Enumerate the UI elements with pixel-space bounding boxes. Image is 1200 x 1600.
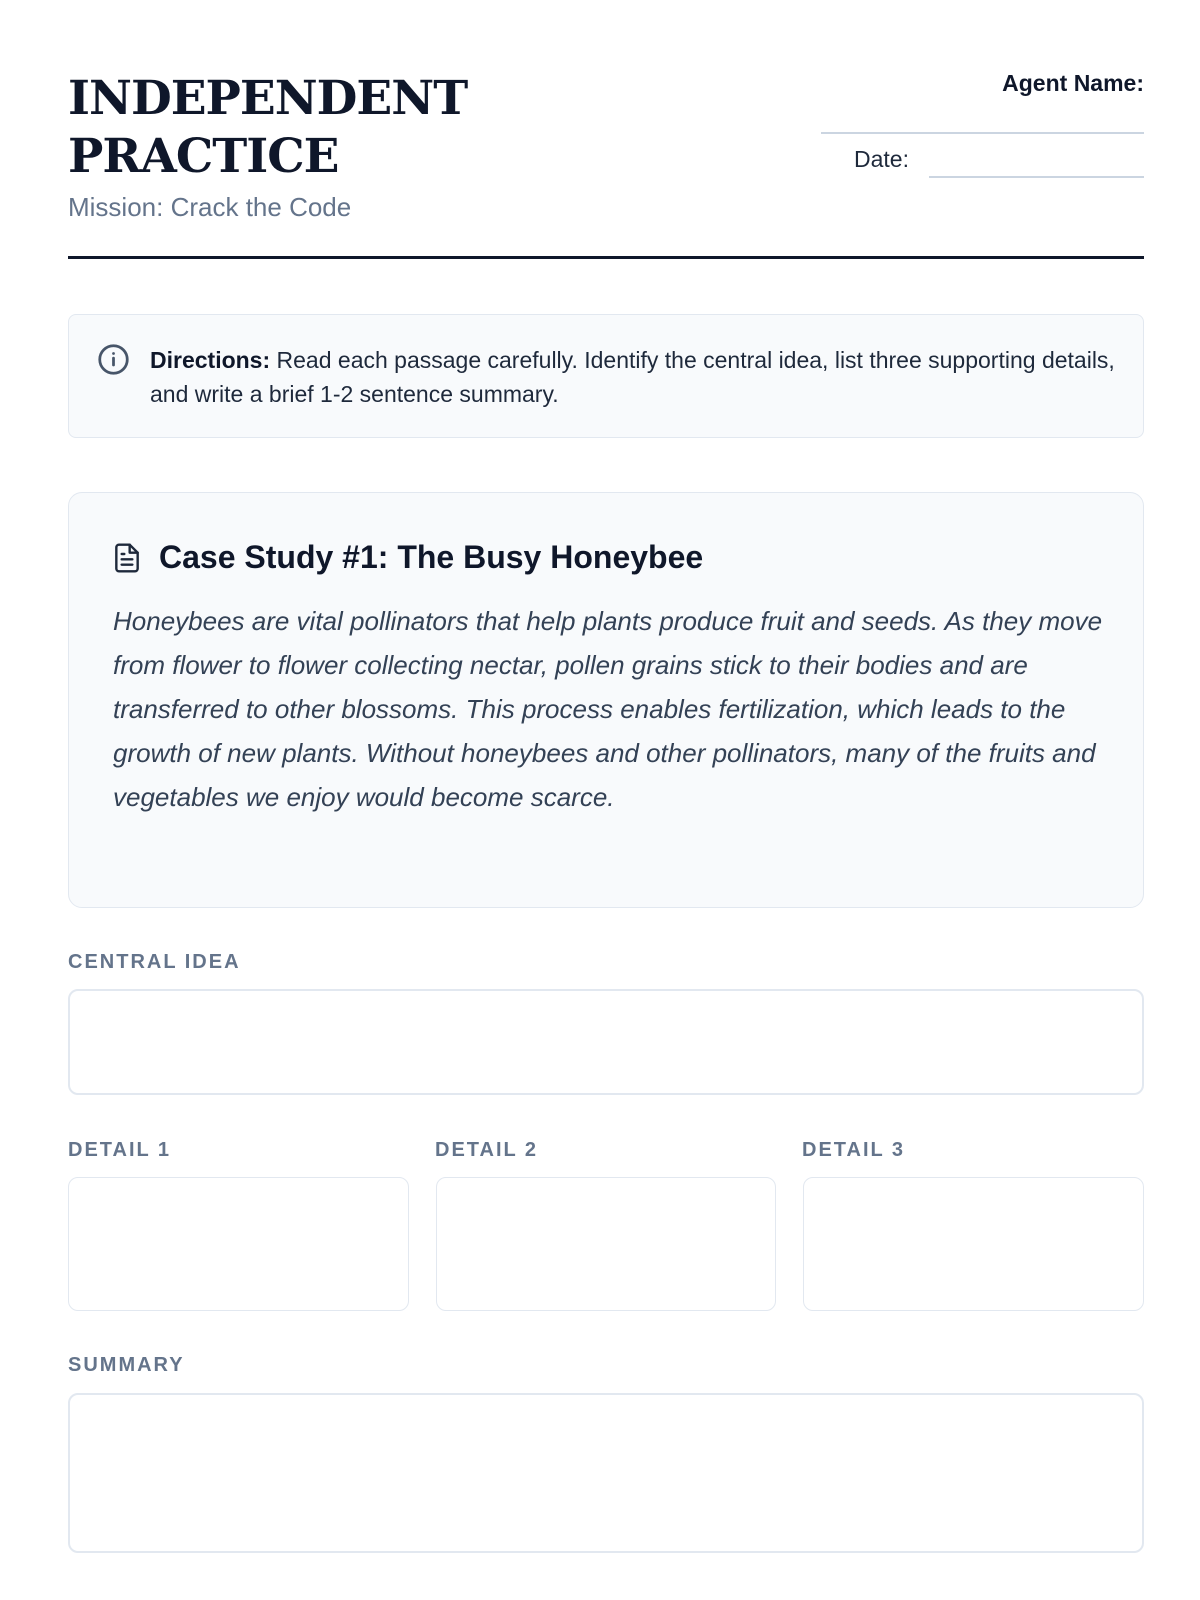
case-study-card bbox=[68, 492, 1144, 908]
detail-2-label: DETAIL 2 bbox=[435, 1139, 539, 1161]
central-idea-label: CENTRAL IDEA bbox=[68, 951, 241, 973]
agent-name-field[interactable] bbox=[821, 132, 1144, 134]
summary-label: SUMMARY bbox=[68, 1354, 185, 1376]
worksheet-header bbox=[68, 70, 1144, 259]
info-icon bbox=[97, 343, 130, 376]
case-study-title: Case Study #1: The Busy Honeybee bbox=[159, 539, 704, 575]
detail-3-label: DETAIL 3 bbox=[802, 1139, 906, 1161]
title-line-1: INDEPENDENT bbox=[68, 71, 468, 126]
directions-text bbox=[150, 343, 1125, 411]
document-icon bbox=[111, 542, 143, 574]
directions-box bbox=[68, 314, 1144, 438]
central-idea-input[interactable] bbox=[68, 989, 1144, 1095]
worksheet-page bbox=[68, 0, 1144, 1600]
case-study-passage: Honeybees are vital pollinators that help plants produce fruit and seeds. As they move from flower to flower collecting nectar, pollen grains stick to their bodies and are transferred to other blossoms. This process enables fertilization, which leads to the growth of new plants. Without honeybees and other pollinators, many of the fruits and vegetables we enjoy would become scarce. bbox=[113, 606, 1103, 812]
directions-label: Directions: bbox=[150, 347, 271, 373]
title-line-2: PRACTICE bbox=[68, 129, 339, 184]
detail-1-input[interactable] bbox=[68, 1177, 409, 1311]
page-title bbox=[68, 70, 588, 186]
agent-name-label: Agent Name: bbox=[1002, 70, 1144, 96]
directions-body: Read each passage carefully. Identify the central idea, list three supporting details, and write a brief 1-2 sentence summary. bbox=[150, 347, 1115, 407]
detail-1-label: DETAIL 1 bbox=[68, 1139, 172, 1161]
date-field[interactable] bbox=[929, 176, 1144, 178]
detail-2-input[interactable] bbox=[436, 1177, 776, 1311]
detail-3-input[interactable] bbox=[803, 1177, 1144, 1311]
mission-subtitle: Mission: Crack the Code bbox=[68, 192, 352, 222]
agent-info-block bbox=[821, 70, 1144, 180]
date-label: Date: bbox=[854, 146, 909, 172]
summary-input[interactable] bbox=[68, 1393, 1144, 1553]
